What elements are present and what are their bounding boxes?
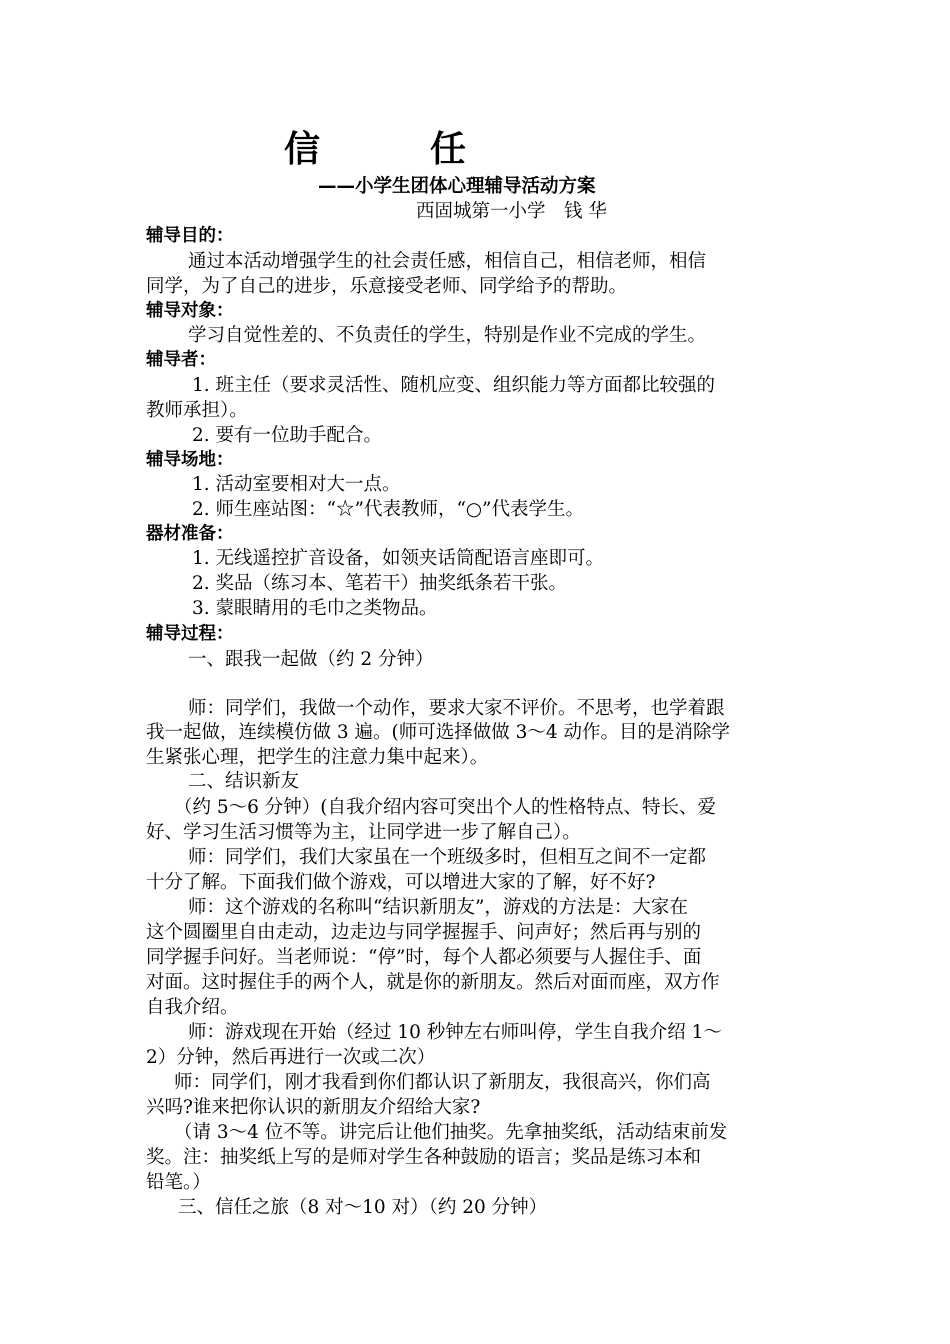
paragraph-line: 教师承担）。 (146, 400, 248, 421)
section-heading-venue: 辅导场地： (146, 450, 234, 470)
paragraph-line: 生紧张心理，把学生的注意力集中起来）。 (146, 747, 489, 768)
paragraph-line: 我一起做，连续模仿做 3 遍。(师可选择做做 3～4 动作。目的是消除学 (146, 722, 731, 743)
document-subtitle: ——小学生团体心理辅导活动方案 (318, 176, 596, 197)
paragraph-line: 好、学习生活习惯等为主，让同学进一步了解自己）。 (146, 822, 581, 843)
section-heading-target: 辅导对象： (146, 301, 234, 321)
paragraph-line: 自我介绍。 (146, 997, 239, 1018)
paragraph-line: 对面。这时握住手的两个人，就是你的新朋友。然后对面而座，双方作 (146, 972, 720, 993)
document-title: 信任 (284, 129, 577, 170)
document-author: 西固城第一小学 钱 华 (416, 201, 607, 222)
paragraph-line: 师：游戏现在开始（经过 10 秒钟左右师叫停，学生自我介绍 1～ (188, 1022, 722, 1043)
subsection-title: 一、跟我一起做（约 2 分钟） (188, 649, 434, 670)
paragraph-line: 师：这个游戏的名称叫“结识新朋友”，游戏的方法是：大家在 (188, 897, 688, 918)
paragraph-line: （请 3～4 位不等。讲完后让他们抽奖。先拿抽奖纸，活动结束前发 (174, 1122, 728, 1143)
paragraph-line: 同学握手问好。当老师说：“停”时，每个人都必须要与人握住手、面 (146, 947, 702, 968)
paragraph-line: （约 5～6 分钟）(自我介绍内容可突出个人的性格特点、特长、爱 (174, 797, 717, 818)
paragraph-line: 通过本活动增强学生的社会责任感，相信自己，相信老师，相信 (188, 251, 707, 272)
paragraph-line: 2. 师生座站图：“☆”代表教师，“○”代表学生。 (192, 499, 585, 520)
paragraph-line: 2. 要有一位助手配合。 (192, 425, 383, 446)
paragraph-line: 这个圆圈里自由走动，边走边与同学握握手、问声好；然后再与别的 (146, 922, 702, 943)
paragraph-line: 师：同学们，我做一个动作，要求大家不评价。不思考，也学着跟 (188, 698, 725, 719)
section-heading-process: 辅导过程： (146, 624, 234, 644)
subsection-title: 三、信任之旅（8 对～10 对）（约 20 分钟） (178, 1197, 548, 1218)
paragraph-line: 师：同学们，刚才我看到你们都认识了新朋友，我很高兴，你们高 (174, 1072, 711, 1093)
section-heading-counselor: 辅导者： (146, 350, 216, 370)
section-heading-goal: 辅导目的： (146, 226, 234, 246)
paragraph-line: 十分了解。下面我们做个游戏，可以增进大家的了解，好不好? (146, 872, 656, 893)
paragraph-line: 3. 蒙眼睛用的毛巾之类物品。 (192, 598, 438, 619)
paragraph-line: 2）分钟，然后再进行一次或二次） (146, 1047, 436, 1068)
paragraph-line: 1. 无线遥控扩音设备，如领夹话筒配语言座即可。 (192, 548, 605, 569)
paragraph-line: 奖。注：抽奖纸上写的是师对学生各种鼓励的语言；奖品是练习本和 (146, 1147, 702, 1168)
section-heading-materials: 器材准备： (146, 524, 234, 544)
paragraph-line: 同学，为了自己的进步，乐意接受老师、同学给予的帮助。 (146, 276, 628, 297)
paragraph-line: 兴吗?谁来把你认识的新朋友介绍给大家? (146, 1097, 481, 1118)
paragraph-line: 铅笔。） (146, 1172, 211, 1193)
subsection-title: 二、结识新友 (188, 771, 300, 792)
paragraph-line: 学习自觉性差的、不负责任的学生，特别是作业不完成的学生。 (188, 325, 707, 346)
paragraph-line: 1. 班主任（要求灵活性、随机应变、组织能力等方面都比较强的 (192, 375, 716, 396)
paragraph-line: 1. 活动室要相对大一点。 (192, 474, 401, 495)
paragraph-line: 2. 奖品（练习本、笔若干）抽奖纸条若干张。 (192, 573, 568, 594)
paragraph-line: 师：同学们，我们大家虽在一个班级多时，但相互之间不一定都 (188, 847, 707, 868)
